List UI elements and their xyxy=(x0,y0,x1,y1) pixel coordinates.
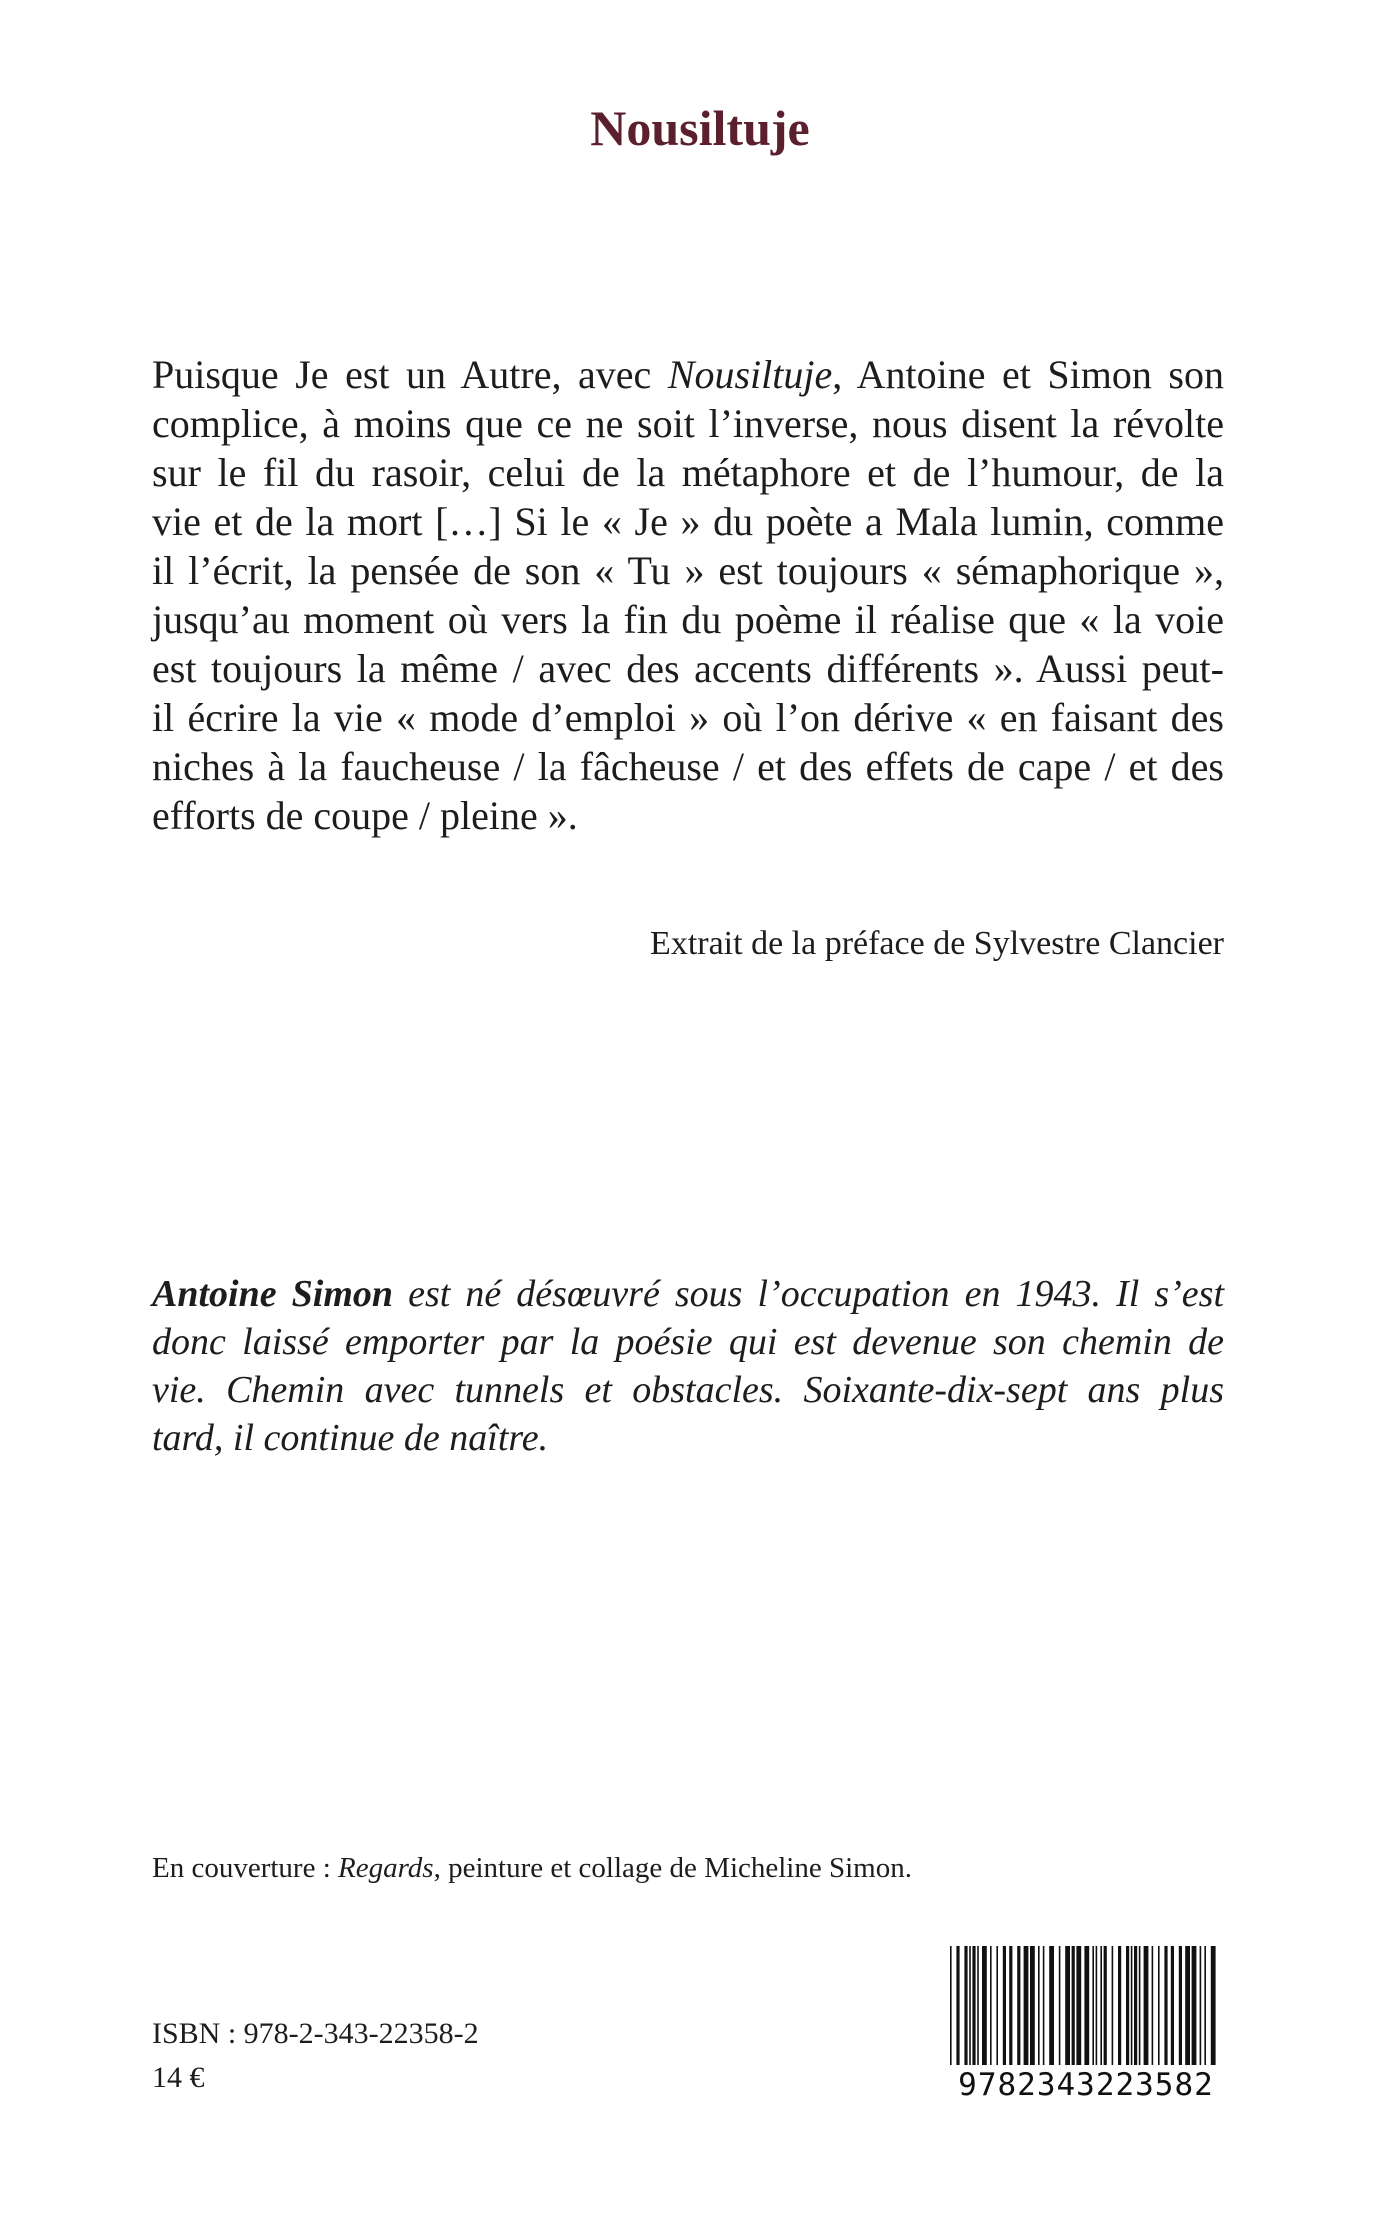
author-name: Antoine Simon xyxy=(152,1273,394,1315)
cover-credit xyxy=(152,1849,912,1887)
blurb-title-italic: Nousiltuje xyxy=(667,352,833,397)
bio-line xyxy=(152,1270,1224,1318)
blurb-line: il écrire la vie « mode d’emploi » où l’on dérive « en faisant des xyxy=(152,695,1224,740)
barcode-digits: 9782343223582 xyxy=(948,2065,1224,2105)
book-title: Nousiltuje xyxy=(590,100,810,156)
blurb-line: niches à la faucheuse / la fâcheuse / et des effets de cape / et des xyxy=(152,744,1224,789)
blurb-line: jusqu’au moment où vers la fin du poème il réalise que « la voie xyxy=(152,597,1224,642)
isbn-block xyxy=(152,2012,479,2100)
cover-work-title: Regards xyxy=(338,1852,434,1884)
bio-line: tard, il continue de naître. xyxy=(152,1417,549,1459)
blurb-line: sur le fil du rasoir, celui de la métaphore et de l’humour, de la xyxy=(152,450,1224,495)
blurb-line: complice, à moins que ce ne soit l’inverse, nous disent la révolte xyxy=(152,401,1224,446)
bio-line: vie. Chemin avec tunnels et obstacles. Soixante-dix-sept ans plus xyxy=(152,1369,1224,1411)
blurb-line xyxy=(152,350,1224,399)
bio-line: donc laissé emporter par la poésie qui est devenue son chemin de xyxy=(152,1321,1224,1363)
blurb-text: Puisque Je est un Autre, avec xyxy=(152,352,668,397)
blurb-line: efforts de coupe / pleine ». xyxy=(152,793,578,838)
back-cover-blurb xyxy=(152,350,1224,840)
bio-text: est né désœuvré sous l’occupation en 1943. Il s’est xyxy=(393,1273,1225,1315)
blurb-line: il l’écrit, la pensée de son « Tu » est toujours « sémaphorique », xyxy=(152,548,1224,593)
cover-prefix: En couverture : xyxy=(152,1852,339,1884)
blurb-line: vie et de la mort […] Si le « Je » du poète a Mala lumin, comme xyxy=(152,499,1224,544)
price: 14 € xyxy=(152,2061,205,2094)
author-bio xyxy=(152,1270,1224,1462)
blurb-text: , Antoine et Simon son xyxy=(832,352,1224,397)
blurb-line: est toujours la même / avec des accents différents ». Aussi peut- xyxy=(152,646,1224,691)
isbn-number: ISBN : 978-2-343-22358-2 xyxy=(152,2017,479,2050)
preface-credit: Extrait de la préface de Sylvestre Clancier xyxy=(650,925,1224,962)
cover-suffix: , peinture et collage de Micheline Simon. xyxy=(433,1852,912,1884)
barcode xyxy=(948,1946,1224,2106)
